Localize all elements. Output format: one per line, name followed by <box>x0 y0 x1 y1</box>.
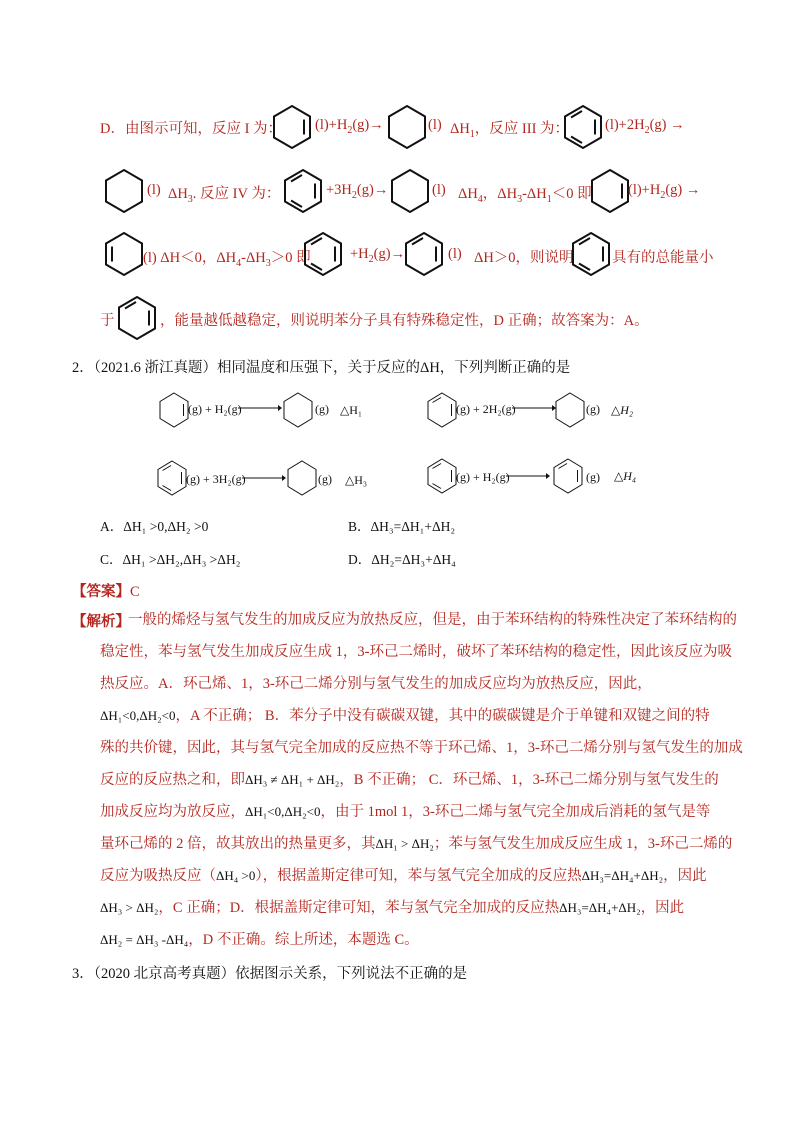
cyclohexene-icon <box>271 104 313 150</box>
cyclohexadiene-icon <box>552 458 584 494</box>
analysis-line-10: ΔH₃ > ΔH₂，C 正确；D．根据盖斯定律可知，苯与氢气完全加成的反应热ΔH₃=ΔH₄+ΔH₂，因此 <box>100 900 685 916</box>
s1-delta-h: △H₁ <box>340 403 363 417</box>
s2-reagents: (g) + 2H₂(g) <box>456 402 516 416</box>
answer-value: C <box>130 584 140 600</box>
cyclohexane-icon <box>103 168 145 214</box>
cyclohexane-icon <box>282 392 314 428</box>
s4-reagents: (g) + H₂(g) <box>456 470 510 484</box>
answer-line <box>72 580 140 601</box>
s1-reagents: (g) + H₂(g) <box>188 402 242 416</box>
d-line4-b: ，能量越低越稳定，则说明苯分子具有特殊稳定性，D 正确；故答案为：A。 <box>160 313 649 329</box>
s3-product: (g) <box>318 472 332 486</box>
question-2-stem: 2．（2021.6 浙江真题）相同温度和压强下，关于反应的ΔH，下列判断正确的是 <box>72 360 571 376</box>
benzene-icon <box>562 104 604 150</box>
d-line1-d: $\Delta H_1$，反应 III 为： <box>450 121 570 140</box>
d-line1-a: D．由图示可知，反应 I 为： <box>100 121 283 137</box>
d-line3-e: 具有的总能量小 <box>612 250 714 266</box>
d-line1-c: (l) <box>428 117 442 133</box>
answer-tag: 【答案】 <box>72 584 130 600</box>
s2-product: (g) <box>586 402 600 416</box>
d-line2-a: (l) <box>147 182 161 198</box>
d-line2-e: $\Delta H_4$，$\Delta H_3-\Delta H_1<0$ 即 <box>458 186 592 205</box>
cyclohexane-icon <box>389 168 431 214</box>
s3-reagents: (g) + 3H₂(g) <box>186 472 246 486</box>
d-line2-c: $+3H_2(g)\to$ <box>326 182 389 201</box>
d-line3-c: (l) <box>448 246 462 262</box>
benzene-icon <box>302 231 344 277</box>
explanation-d <box>0 0 794 340</box>
cyclohexene-icon <box>589 168 631 214</box>
d-line2-b: $\Delta H_3$. 反应 IV 为： <box>168 186 281 205</box>
analysis-line-7: 加成反应均为放反应，ΔH₁<0,ΔH₂<0，由于 1mol 1，3-环己二烯与氢气完全加成后消耗的氢气是等 <box>100 804 711 820</box>
analysis-line-9: 反应为吸热反应（ΔH₄ >0），根据盖斯定律可知，苯与氢气完全加成的反应热ΔH₃=ΔH₄+ΔH₂，因此 <box>100 868 707 884</box>
d-line3-d: ΔH＞0，则说明 <box>474 250 574 266</box>
d-line3-a: (l) ΔH＜0，$\Delta H_4-\Delta H_3>0$ 即 <box>143 250 311 269</box>
arrow-icon <box>506 471 550 481</box>
d-line1-b: $(l)+H_2(g)\to$ <box>315 117 384 136</box>
benzene-icon <box>426 458 458 494</box>
analysis-line-6: 反应的反应热之和，即ΔH₃ ≠ ΔH₁ + ΔH₂，B 不正确； C．环己烯、1，3-环己二烯分别与氢气发生的 <box>100 772 719 788</box>
option-a[interactable]: A．ΔH₁ >0,ΔH₂ >0 <box>100 519 209 534</box>
d-line2-f: $(l)+H_2(g)$ → <box>628 182 701 201</box>
cyclohexene-icon <box>158 392 190 428</box>
s2-delta-h: △H₂ <box>611 403 634 417</box>
option-b[interactable]: B．ΔH₃=ΔH₁+ΔH₂ <box>348 519 456 534</box>
analysis-line-3: 热反应。A．环己烯、1，3-环己二烯分别与氢气发生的加成反应均为放热反应，因此， <box>100 676 652 692</box>
option-c[interactable]: C．ΔH₁ >ΔH₂,ΔH₃ >ΔH₂ <box>100 552 241 567</box>
benzene-icon <box>282 168 324 214</box>
cyclohexane-icon <box>386 104 428 150</box>
analysis-tag: 【解析】 <box>72 614 130 630</box>
cyclohexadiene-icon <box>426 392 458 428</box>
d-line3-b: $+H_2(g)\to$ <box>350 246 406 265</box>
analysis-line-2: 稳定性，苯与氢气发生加成反应生成 1，3-环己二烯时，破坏了苯环结构的稳定性，因此该反应为吸 <box>100 644 732 660</box>
option-d[interactable]: D．ΔH₂=ΔH₃+ΔH₄ <box>348 552 456 567</box>
arrow-icon <box>512 403 556 413</box>
cyclohexadiene-icon <box>403 231 445 277</box>
arrow-icon <box>242 473 286 483</box>
s4-delta-h: △H₄ <box>614 469 637 483</box>
d-line2-d: (l) <box>432 182 446 198</box>
cyclohexene-icon <box>103 231 145 277</box>
analysis-line-4: ΔH₁<0,ΔH₂<0，A 不正确； B．苯分子中没有碳碳双键，其中的碳碳键是介于单键和双键之间的特 <box>100 708 710 724</box>
analysis-text <box>100 604 743 956</box>
question-3-stem: 3．（2020 北京高考真题）依据图示关系，下列说法不正确的是 <box>72 966 468 982</box>
benzene-icon <box>156 460 188 496</box>
cyclohexane-icon <box>554 392 586 428</box>
analysis-line-1: 一般的烯烃与氢气发生的加成反应为放热反应，但是，由于苯环结构的特殊性决定了苯环结构的 <box>128 612 737 628</box>
s1-product: (g) <box>315 402 329 416</box>
d-line1-f: $(l)+2H_2(g)$ → <box>605 117 685 136</box>
cyclohexane-icon <box>286 460 318 496</box>
d-line4-a: 于 <box>100 313 115 329</box>
analysis-line-8: 量环己烯的 2 倍，故其放出的热量更多，其ΔH₁ > ΔH₂；苯与氢气发生加成反应生成 1，3-环己二烯的 <box>100 836 733 852</box>
s3-delta-h: △H₃ <box>345 473 368 487</box>
analysis-line-5: 殊的共价键，因此，其与氢气完全加成的反应热不等于环己烯、1，3-环己二烯分别与氢气发生的加成 <box>100 740 743 756</box>
benzene-icon <box>570 231 612 277</box>
s4-product: (g) <box>586 470 600 484</box>
analysis-line-11: ΔH₂ = ΔH₃ -ΔH₄，D 不正确。综上所述，本题选 C。 <box>100 932 419 948</box>
cyclohexadiene-icon <box>116 295 158 341</box>
arrow-icon <box>238 403 282 413</box>
